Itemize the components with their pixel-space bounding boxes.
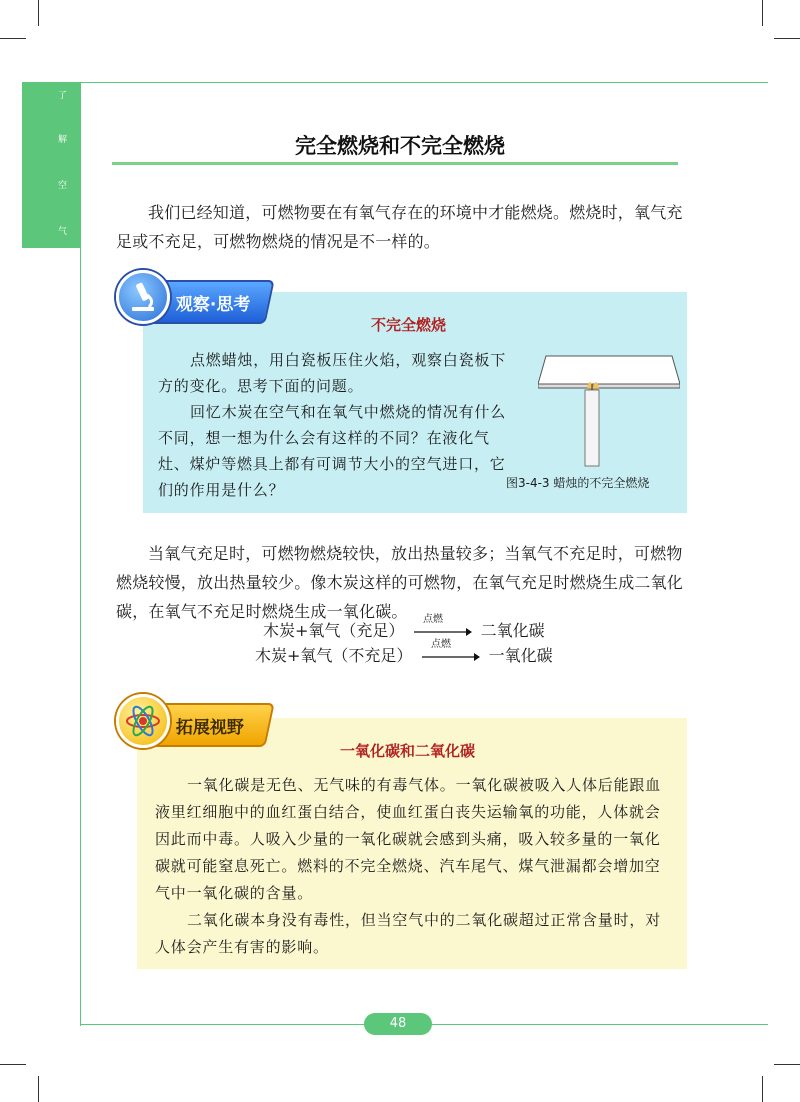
equation-left: 木炭+氧气（不充足） xyxy=(255,646,413,665)
side-tab-char: 了 xyxy=(58,91,68,101)
crop-mark xyxy=(774,1064,800,1065)
side-tab-char: 空 xyxy=(58,181,68,191)
intro-paragraph xyxy=(116,198,692,256)
crop-mark xyxy=(38,0,39,26)
extend-view-label: 拓展视野 xyxy=(175,718,244,738)
section-title: 完全燃烧和不完全燃烧 xyxy=(295,134,505,158)
equation-right: 二氧化碳 xyxy=(480,621,545,640)
extend-text xyxy=(155,772,669,961)
header-rule xyxy=(80,82,768,83)
crop-mark xyxy=(0,38,26,39)
equation-condition: 点燃 xyxy=(431,639,451,650)
crop-mark xyxy=(762,0,763,26)
candle-figure xyxy=(538,350,680,474)
extend-paragraph-2: 二氧化碳本身没有毒性，但当空气中的二氧化碳超过正常含量时，对人体会产生有害的影响。 xyxy=(155,911,662,956)
equation-right: 一氧化碳 xyxy=(488,646,553,665)
crop-mark xyxy=(38,1076,39,1102)
side-tab-char: 解 xyxy=(58,135,68,145)
equation-row xyxy=(263,614,545,641)
chapter-side-tab xyxy=(22,82,80,248)
equation-condition: 点燃 xyxy=(423,614,443,625)
observe-paragraph-1: 点燃蜡烛，用白瓷板压住火焰，观察白瓷板下方的变化。思考下面的问题。 xyxy=(158,351,507,395)
crop-mark xyxy=(774,38,800,39)
figure-caption: 图3-4-3 蜡烛的不完全燃烧 xyxy=(506,476,650,490)
observe-heading: 不完全燃烧 xyxy=(371,316,447,334)
microscope-icon xyxy=(116,270,170,324)
crop-mark xyxy=(762,1076,763,1102)
title-underline xyxy=(112,162,678,165)
observe-think-label: 观察·思考 xyxy=(175,295,251,315)
side-tab-char: 气 xyxy=(58,227,68,237)
intro-text: 我们已经知道，可燃物要在有氧气存在的环境中才能燃烧。燃烧时，氧气充足或不充足，可燃物燃烧的情况是不一样的。 xyxy=(116,203,683,251)
extend-paragraph-1: 一氧化碳是无色、无气味的有毒气体。一氧化碳被吸入人体后能跟血液里红细胞中的血红蛋白结合，使血红蛋白丧失运输氧的功能，人体就会因此而中毒。人吸入少量的一氧化碳就会感到头痛，吸入较多量的一氧化碳就可能窒息死亡。燃料的不完全燃烧、汽车尾气、煤气泄漏都会增加空气中一氧化碳的含量。 xyxy=(155,776,662,902)
body-text: 当氧气充足时，可燃物燃烧较快，放出热量较多；当氧气不充足时，可燃物燃烧较慢，放出热量较少。像木炭这样的可燃物，在氧气充足时燃烧生成二氧化碳，在氧气不充足时燃烧生成一氧化碳。 xyxy=(116,544,684,621)
page-number: 48 xyxy=(364,1013,432,1035)
equation-row xyxy=(255,639,553,666)
observe-text xyxy=(158,347,510,503)
equation-left: 木炭+氧气（充足） xyxy=(263,621,405,640)
extend-heading: 一氧化碳和二氧化碳 xyxy=(340,742,476,760)
reaction-arrow-icon xyxy=(422,652,480,662)
crop-mark xyxy=(0,1064,26,1065)
body-paragraph xyxy=(116,539,692,626)
observe-paragraph-2: 回忆木炭在空气和在氧气中燃烧的情况有什么不同，想一想为什么会有这样的不同？在液化气灶、煤炉等燃具上都有可调节大小的空气进口，它们的作用是什么？ xyxy=(158,403,507,499)
atom-icon xyxy=(116,694,170,748)
margin-rule xyxy=(80,82,81,1026)
